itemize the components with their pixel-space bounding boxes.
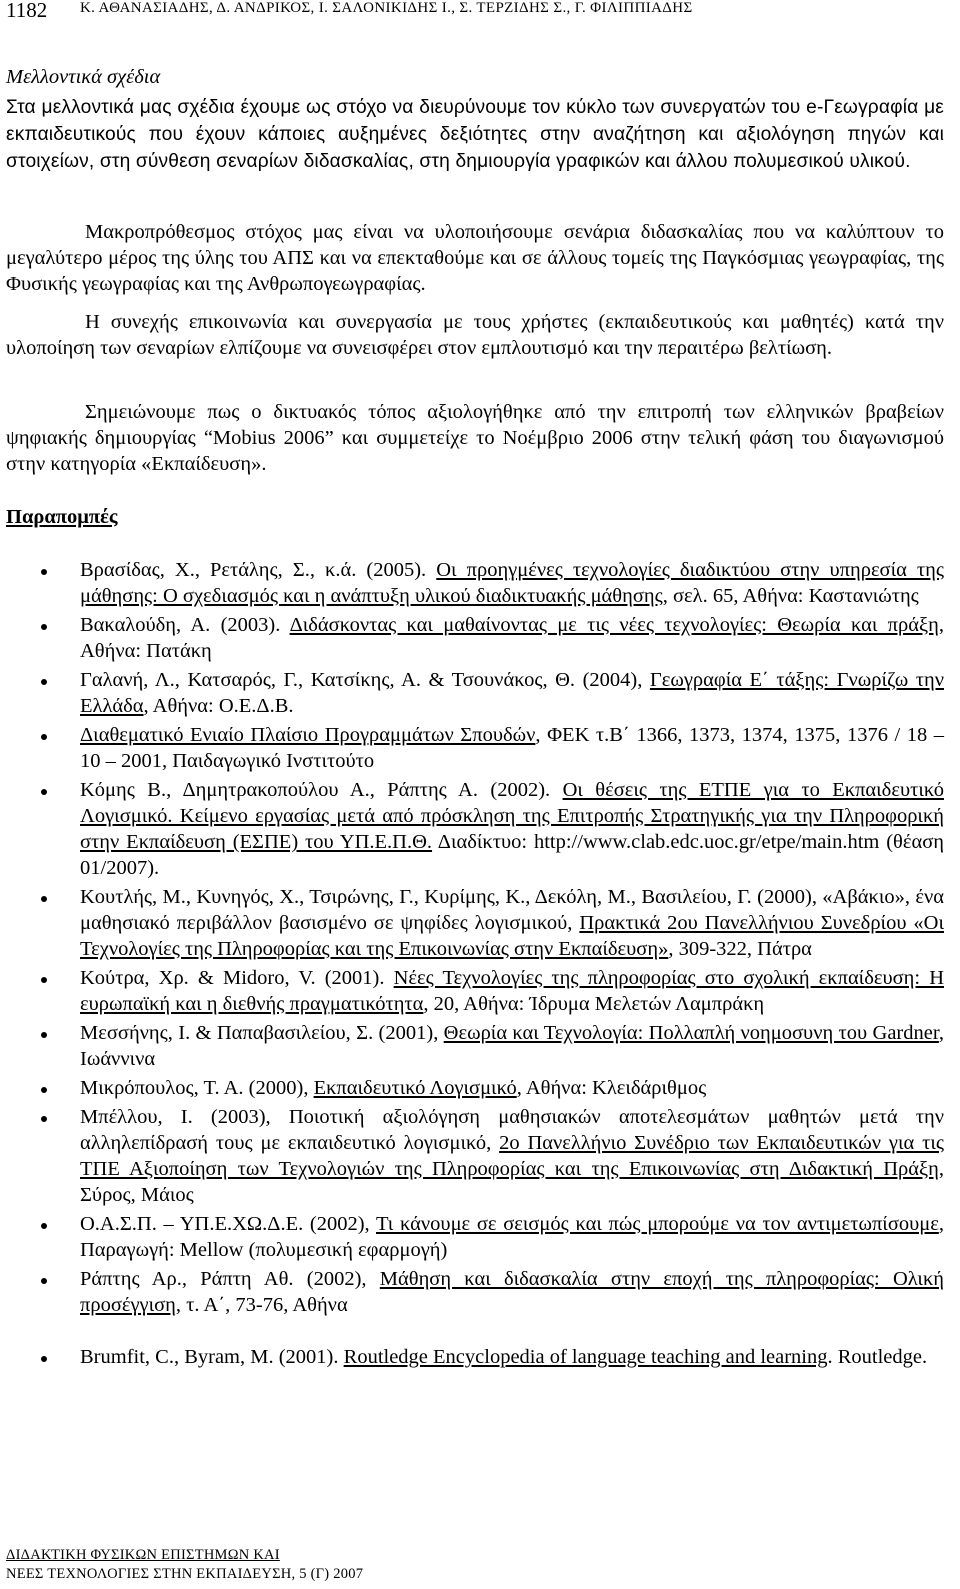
bullet-icon xyxy=(41,1116,47,1122)
reference-item: Κόμης Β., Δημητρακοπούλου Α., Ράπτης Α. (2002). Οι θέσεις της ΕΤΠΕ για το Εκπαιδευτικό Λογισμικό. Κείμενο εργασίας μετά από πρόσκληση της Επιτροπής Στρατηγικής για την Πληροφορική στην Εκπαίδευση (ΕΣΠΕ) του ΥΠ.Ε.Π.Θ. Διαδίκτυο: http://www.clab.edc.uoc.gr/etpe/main.htm (θέαση 01/2007). xyxy=(0,777,944,881)
bullet-icon xyxy=(41,789,47,795)
running-authors: Κ. ΑΘΑΝΑΣΙΑΔΗΣ, Δ. ΑΝΔΡΙΚΟΣ, Ι. ΣΑΛΟΝΙΚΙΔΗΣ Ι., Σ. ΤΕΡΖΙΔΗΣ Σ., Γ. ΦΙΛΙΠΠΙΑΔΗΣ xyxy=(80,0,693,16)
paragraph-future-2: Μακροπρόθεσμος στόχος μας είναι να υλοποιήσουμε σενάρια διδασκαλίας που να καλύπτουν το μεγαλύτερο μέρος της ύλης του ΑΠΣ και να επεκταθούμε και σε άλλους τομείς της Παγκόσμιας γεωγραφίας, της Φυσικής γεωγραφίας και της Ανθρωπογεωγραφίας. xyxy=(6,221,944,295)
bullet-icon xyxy=(41,1278,47,1284)
paragraph-future-4: Σημειώνουμε πως ο δικτυακός τόπος αξιολογήθηκε από την επιτροπή των ελληνικών βραβείων ψηφιακής δημιουργίας “Mobius 2006” και συμμετείχε το Νοέμβριο 2006 στην τελική φάση του διαγωνισμού στην κατηγορία «Εκπαίδευση». xyxy=(6,401,944,475)
reference-item: Διαθεματικό Ενιαίο Πλαίσιο Προγραμμάτων Σπουδών, ΦΕΚ τ.Β΄ 1366, 1373, 1374, 1375, 1376 / 18 – 10 – 2001, Παιδαγωγικό Ινστιτούτο xyxy=(0,722,944,774)
reference-item: Κουτλής, Μ., Κυνηγός, Χ., Τσιρώνης, Γ., Κυρίμης, Κ., Δεκόλη, Μ., Βασιλείου, Γ. (2000), «Αβάκιο», ένα μαθησιακό περιβάλλον βασισμένο σε ψηφίδες λογισμικού, Πρακτικά 2ου Πανελλήνιου Συνεδρίου «Οι Τεχνολογίες της Πληροφορίας και της Επικοινωνίας στην Εκπαίδευση», 309-322, Πάτρα xyxy=(0,884,944,962)
page-number: 1182 xyxy=(6,0,48,22)
paragraph-future-1 xyxy=(6,94,944,175)
bullet-icon xyxy=(41,734,47,740)
references-list xyxy=(0,557,950,1373)
reference-item: Βακαλούδη, Α. (2003). Διδάσκοντας και μαθαίνοντας με τις νέες τεχνολογίες: Θεωρία και πράξη, Αθήνα: Πατάκη xyxy=(0,612,944,664)
reference-item: Brumfit, C., Byram, M. (2001). Routledge Encyclopedia of language teaching and learning. Routledge. xyxy=(0,1344,944,1370)
bullet-icon xyxy=(41,679,47,685)
reference-item: Ο.Α.Σ.Π. – ΥΠ.Ε.ΧΩ.Δ.Ε. (2002), Τι κάνουμε σε σεισμός και πώς μπορούμε να τον αντιμετωπίσουμε, Παραγωγή: Mellow (πολυμεσική εφαρμογή) xyxy=(0,1211,944,1263)
bullet-icon xyxy=(41,624,47,630)
footer-journal-line-1: ΔΙΔΑΚΤΙΚΗ ΦΥΣΙΚΩΝ ΕΠΙΣΤΗΜΩΝ ΚΑΙ xyxy=(6,1547,280,1563)
page-footer xyxy=(6,1546,363,1583)
page-header xyxy=(6,0,950,32)
reference-item: Μπέλλου, Ι. (2003), Ποιοτική αξιολόγηση μαθησιακών αποτελεσμάτων μαθητών μετά την αλληλεπίδρασή τους με εκπαιδευτικό λογισμικό, 2ο Πανελλήνιο Συνέδριο των Εκπαιδευτικών για τις ΤΠΕ Αξιοποίηση των Τεχνολογιών της Πληροφορίας και της Επικοινωνίας στη Διδακτική Πράξη, Σύρος, Μάιος xyxy=(0,1104,944,1208)
paragraph-future-3: Η συνεχής επικοινωνία και συνεργασία με τους χρήστες (εκπαιδευτικούς και μαθητές) κατά την υλοποίηση των σεναρίων ελπίζουμε να συνεισφέρει στον εμπλουτισμό και την περαιτέρω βελτίωση. xyxy=(6,311,944,359)
paragraph-future-1-text: Στα μελλοντικά μας σχέδια έχουμε ως στόχο να διευρύνουμε τον κύκλο των συνεργατών του e-Γεωγραφία με εκπαιδευτικούς που έχουν κάποιες αυξημένες δεξιότητες στην αναζήτηση και αξιολόγηση πηγών και στοιχείων, στη σύνθεση σεναρίων διδασκαλίας, στη δημιουργία γραφικών και άλλου πολυμεσικού υλικού. xyxy=(6,97,944,172)
bullet-icon xyxy=(41,1223,47,1229)
references-heading: Παραπομπές xyxy=(6,506,118,528)
bullet-icon xyxy=(41,569,47,575)
reference-item: Βρασίδας, Χ., Ρετάλης, Σ., κ.ά. (2005). Οι προηγμένες τεχνολογίες διαδικτύου στην υπηρεσία της μάθησης: Ο σχεδιασμός και η ανάπτυξη υλικού διαδικτυακής μάθησης, σελ. 65, Αθήνα: Καστανιώτης xyxy=(0,557,944,609)
reference-item: Κούτρα, Χρ. & Midoro, V. (2001). Νέες Τεχνολογίες της πληροφορίας στο σχολική εκπαίδευση: Η ευρωπαϊκή και η διεθνής πραγματικότητα, 20, Αθήνα: Ίδρυμα Μελετών Λαμπράκη xyxy=(0,965,944,1017)
reference-item: Ράπτης Αρ., Ράπτη Αθ. (2002), Μάθηση και διδασκαλία στην εποχή της πληροφορίας: Ολική προσέγγιση, τ. Α΄, 73-76, Αθήνα xyxy=(0,1266,944,1318)
bullet-icon xyxy=(41,896,47,902)
bullet-icon xyxy=(41,1087,47,1093)
reference-item: Μικρόπουλος, Τ. Α. (2000), Εκπαιδευτικό Λογισμικό, Αθήνα: Κλειδάριθμος xyxy=(0,1075,944,1101)
reference-item: Γαλανή, Λ., Κατσαρός, Γ., Κατσίκης, Α. & Τσουνάκος, Θ. (2004), Γεωγραφία Ε΄ τάξης: Γνωρίζω την Ελλάδα, Αθήνα: Ο.Ε.Δ.Β. xyxy=(0,667,944,719)
reference-item: Μεσσήνης, Ι. & Παπαβασιλείου, Σ. (2001), Θεωρία και Τεχνολογία: Πολλαπλή νοημοσυνη του Gardner, Ιωάννινα xyxy=(0,1020,944,1072)
bullet-icon xyxy=(41,1356,47,1362)
section-heading-future-plans: Μελλοντικά σχέδια xyxy=(6,66,161,88)
footer-journal-line-2: ΝΕΕΣ ΤΕΧΝΟΛΟΓΙΕΣ ΣΤΗΝ ΕΚΠΑΙΔΕΥΣΗ, 5 (Γ) 2007 xyxy=(6,1565,364,1582)
bullet-icon xyxy=(41,1032,47,1038)
bullet-icon xyxy=(41,977,47,983)
